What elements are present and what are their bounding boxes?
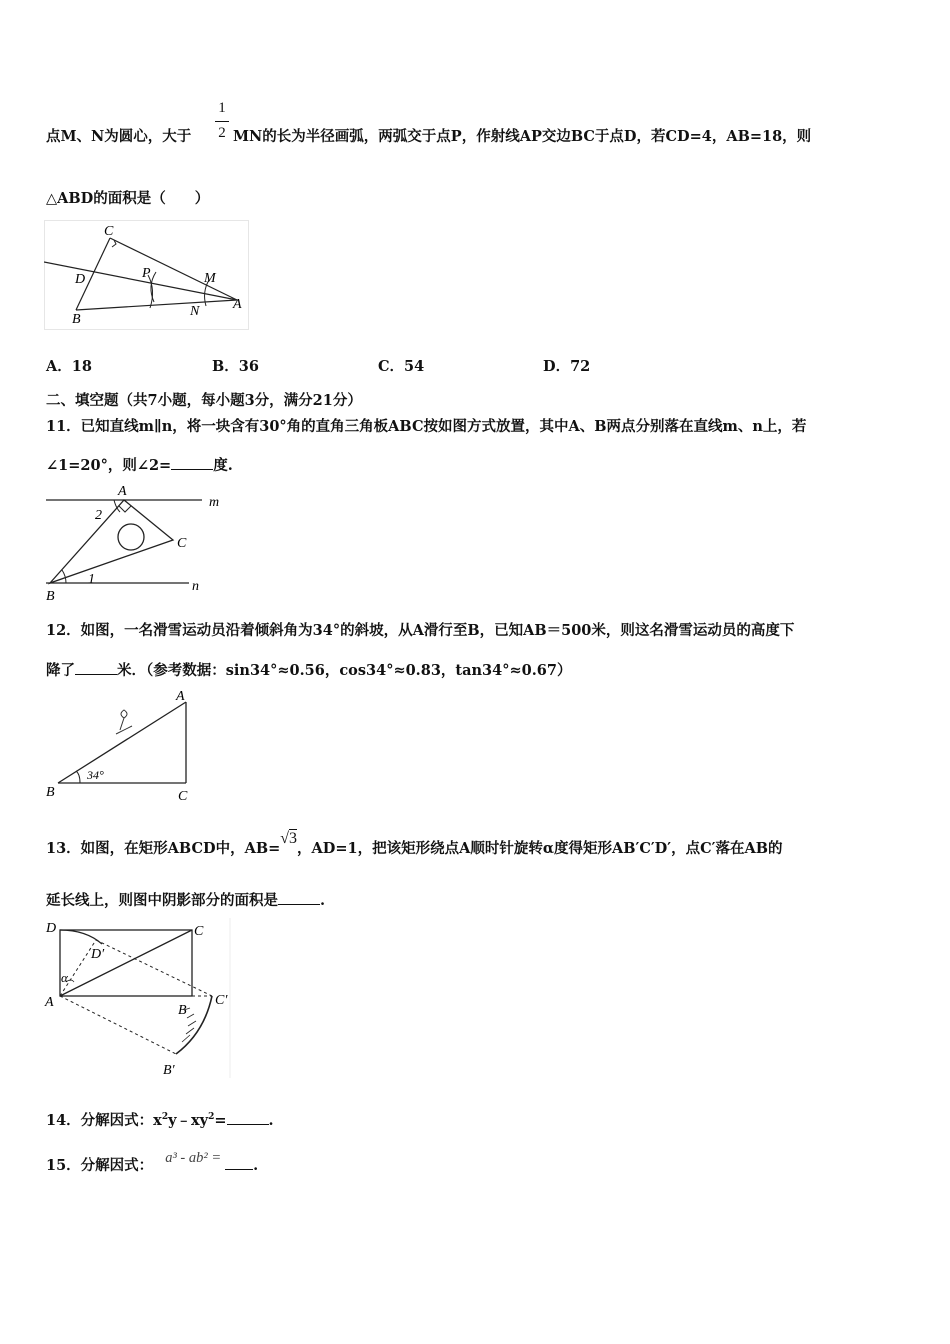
q13-label-a: A xyxy=(45,995,54,1010)
q13-label-bprime: B′ xyxy=(163,1063,175,1078)
q10-label-c: C xyxy=(104,224,114,239)
q10-option-a: A．18 xyxy=(46,358,92,375)
q12-label-angle: 34° xyxy=(87,768,104,782)
q13-line2-end: . xyxy=(320,892,326,909)
q14-text-mid: y﹣xy xyxy=(168,1111,209,1129)
q10-label-n: N xyxy=(190,304,200,319)
q13-label-dprime: D′ xyxy=(91,947,105,962)
q11-figure xyxy=(44,484,230,604)
q10-label-b: B xyxy=(72,312,81,327)
q10-line1-end: MN的长为半径画弧，两弧交于点P，作射线AP交边BC于点D，若CD=4，AB=18，则 xyxy=(233,128,812,145)
section-heading: 二、填空题（共7小题，每小题3分，满分21分） xyxy=(46,392,362,409)
q10-line2: △ABD的面积是（ ） xyxy=(46,190,210,207)
q13-line2 xyxy=(46,890,325,910)
q10-label-d: D xyxy=(75,272,86,287)
q10-label-a: A xyxy=(233,297,242,312)
q12-label-b: B xyxy=(46,785,55,800)
q13-label-c: C xyxy=(194,924,204,939)
q11-line2-unit: 度. xyxy=(213,457,233,474)
q12-line1: 12．如图，一名滑雪运动员沿着倾斜角为34°的斜坡，从A滑行至B，已知AB＝500米，则这名滑雪运动员的高度下 xyxy=(46,622,795,639)
q13-line1 xyxy=(46,830,783,858)
q11-label-c: C xyxy=(177,536,187,551)
q13-line1-end: ，AD=1，把该矩形绕点A顺时针旋转α度得矩形AB′C′D′，点C′落在AB的 xyxy=(297,840,783,857)
q11-line1: 11．已知直线m∥n，将一块含有30°角的直角三角板ABC按如图方式放置，其中A、B两点分别落在直线m、n上，若 xyxy=(46,418,807,435)
answer-blank[interactable] xyxy=(278,890,320,905)
q15-line xyxy=(46,1150,259,1175)
q15-expression: a³ - ab² = xyxy=(165,1150,222,1166)
answer-blank[interactable] xyxy=(225,1155,253,1170)
q13-figure xyxy=(44,918,234,1080)
q13-label-cprime: C′ xyxy=(215,993,228,1008)
q10-option-c: C．54 xyxy=(378,358,425,375)
q11-label-1: 1 xyxy=(88,572,95,587)
fraction-denominator: 2 xyxy=(218,125,226,141)
q15-text: 15．分解因式： xyxy=(46,1157,154,1174)
q13-line2-text: 延长线上，则图中阴影部分的面积是 xyxy=(46,892,278,909)
q11-line2 xyxy=(46,455,233,475)
sqrt-expression: √3 xyxy=(280,830,298,847)
q12-figure xyxy=(44,686,194,806)
q10-option-b: B．36 xyxy=(212,358,259,375)
answer-blank[interactable] xyxy=(171,455,213,470)
q11-label-n: n xyxy=(192,579,199,594)
q12-label-c: C xyxy=(178,789,188,804)
q10-label-m: M xyxy=(204,271,216,286)
q12-label-a: A xyxy=(176,689,185,704)
q13-line1-start: 13．如图，在矩形ABCD中，AB= xyxy=(46,840,281,857)
answer-blank[interactable] xyxy=(227,1110,269,1125)
q10-option-d: D．72 xyxy=(543,358,591,375)
q14-end: . xyxy=(268,1111,274,1129)
q12-line2 xyxy=(46,660,571,680)
q11-label-b: B xyxy=(46,589,55,604)
q13-label-d: D xyxy=(46,921,57,936)
q11-label-2: 2 xyxy=(95,508,102,523)
q10-figure xyxy=(44,220,249,330)
fraction-bar xyxy=(215,121,229,122)
q13-label-alpha: α xyxy=(61,970,68,985)
q10-label-p: P xyxy=(142,266,151,281)
q11-line2-text: ∠1=20°，则∠2= xyxy=(46,457,172,474)
fraction-numerator: 1 xyxy=(218,100,226,116)
q12-line2-text: 降了 xyxy=(46,662,75,679)
q14-exponent-1: 2 xyxy=(161,1112,169,1122)
q14-exponent-2: 2 xyxy=(208,1112,215,1122)
answer-blank[interactable] xyxy=(75,660,117,675)
q15-end: . xyxy=(253,1157,259,1174)
q14-text: 14．分解因式：x xyxy=(46,1111,162,1129)
q11-label-a: A xyxy=(118,484,127,499)
q10-line1-start: 点M、N为圆心，大于 xyxy=(46,128,192,145)
q11-label-m: m xyxy=(209,495,220,510)
sqrt-value: 3 xyxy=(289,830,298,847)
q14-line xyxy=(46,1108,274,1130)
skier-icon xyxy=(121,710,127,718)
q13-label-b: B xyxy=(178,1003,187,1018)
q14-equals: = xyxy=(214,1111,227,1129)
q12-line2-ref: 米．（参考数据：sin34°≈0.56，cos34°≈0.83，tan34°≈0.67） xyxy=(117,662,572,679)
